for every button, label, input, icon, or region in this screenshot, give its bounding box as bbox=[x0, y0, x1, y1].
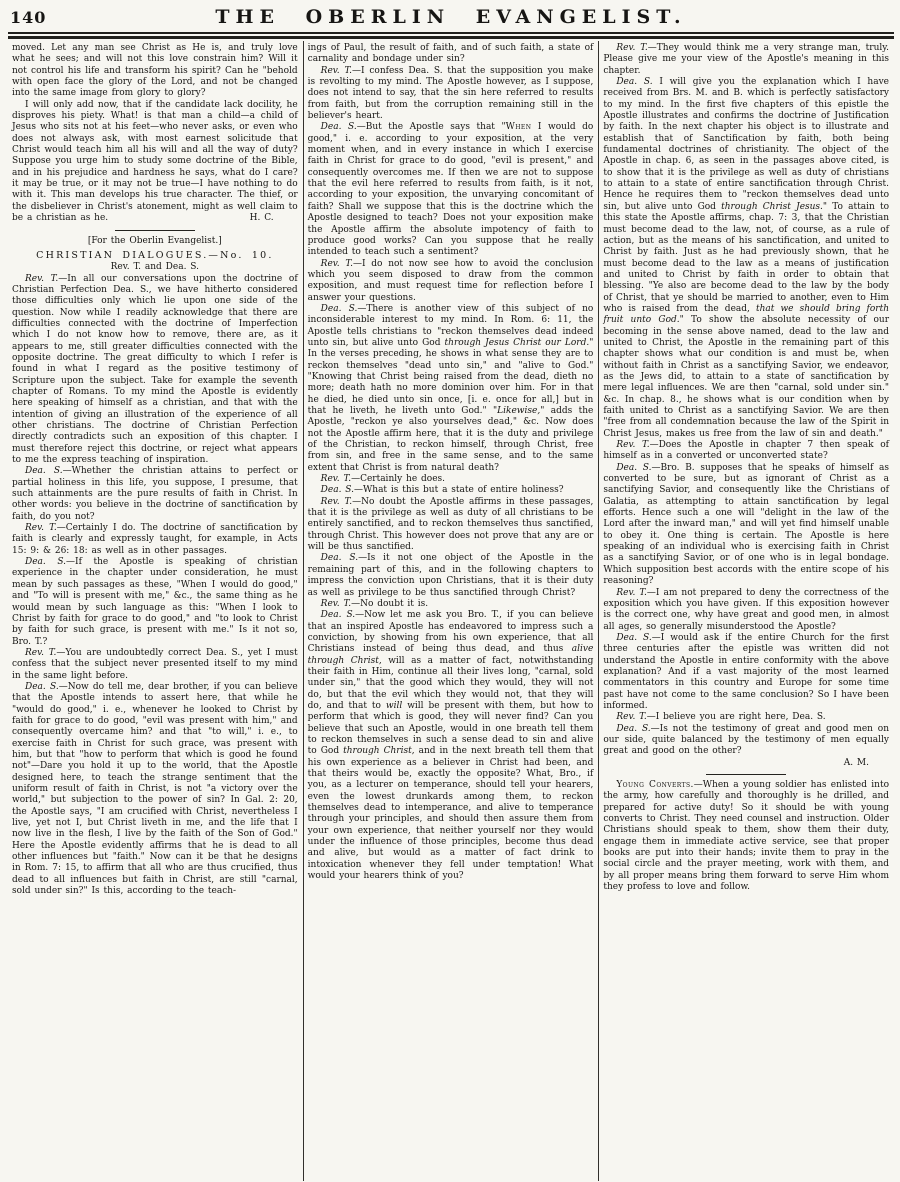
byline: Rev. T. and Dea. S. bbox=[110, 262, 200, 273]
paragraph: Dea. S.—If the Apostle is speaking of christian experience in the chapter under consideration, he must mean by such passages as these, "When I would do good," and "To will is present with me," &c., the same thing as he would mean by such language as this: "When I look to Christ by faith for grace to do good," and "to look to Christ by faith for such grace, is present with me." Is it not so, Bro. T.? bbox=[12, 557, 298, 647]
paragraph: Young Converts.—When a young soldier has enlisted into the army, how carefully and thoroughly is he drilled, and prepared for active duty! So it should be with young converts to Christ. They need counsel and instruction. Older Christians should speak to them, show them their duty, engage them in immediate active service, see that proper books are put into their hands; invite them to pray in the social circle and the prayer meeting, work with them, and by all proper means bring them forward to serve Him whom they profess to love and follow. bbox=[603, 780, 890, 893]
paragraph: Dea. S.—What is this but a state of entire holiness? bbox=[320, 485, 564, 496]
paragraph: Rev. T.—I confess Dea. S. that the supposition you make is revolting to my mind. The Apostle however, as I suppose, does not intend to say, that the sin here referred to results from faith, but from the corruption remaining still in the believer's heart. bbox=[307, 65, 594, 122]
paragraph: Rev. T.—No doubt it is. bbox=[320, 598, 429, 609]
paragraph: Rev. T.—I am not prepared to deny the correctness of the exposition which you have given. If this exposition however is the correct one, why have great and good men, in almost all ages, so generally misunderstood the Apostle? bbox=[603, 587, 890, 632]
paragraph: Dea. S. I will give you the explanation which I have received from Brs. M. and B. which is perfectly satisfactory to my mind. In the first five chapters of this epistle the Apostle illustrates and confirms the doctrine of Justification by faith. In the next chapter his object is to illustrate and establish that of Sanctification by faith, both being fundamental doctrines of christianity. The object of the Apostle in chap. 6, as seen in the passages above cited, is to show that it is the privilege as well as duty of christians to attain to a state of entire sanctification through Christ. Hence he requires them to "reckon themselves dead unto sin, but alive unto God through Christ Jesus." To attain to this state the Apostle affirms, chap. 7: 3, that the Christian must become dead to the law, not, of course, as a rule of action, but as the means of his sanctification, and united to Christ by faith. Just as he had previously shown, that he must become dead to the law as a means of justification and united to Christ by faith in order to obtain that blessing. "Ye also are become dead to the law by the body of Christ, that ye should be married to another, even to Him who is raised from the dead, that we should bring forth fruit unto God." To show the absolute necessity of our becoming in the sense above named, dead to the law and united to Christ, the Apostle in the remaining part of this chapter shows what our condition is and must be, when without faith in Christ as a sanctifying Savior, we endeavor, as the Jews did, to attain to a state of sanctification by mere legal influences. We are then "carnal, sold under sin." &c. In chap. 8., he shows what is our condition when by faith united to Christ as a sanctifying Savior. We are then "free from all condemnation because the law of the Spirit in Christ Jesus, makes us free from the law of sin and death." bbox=[603, 77, 890, 439]
paragraph: ings of Paul, the result of faith, and of such faith, a state of carnality and bondage under sin? bbox=[307, 43, 594, 65]
section-divider-rule bbox=[706, 774, 786, 775]
paragraph: Rev. T.—In all our conversations upon the doctrine of Christian Perfection Dea. S., we have hitherto considered those difficulties only which lie upon one side of the question. Now while I readily acknowledge that there are difficulties connected with the doctrine of Imperfection which I do not know how to remove, there are, as it appears to me, still greater difficulties connected with the opposite doctrine. The great difficulty to which I refer is found in what I regard as the positive testimony of Scripture upon the subject. Take for example the seventh chapter of Romans. To my mind the Apostle is evidently here speaking of himself as a christian, and that with the intention of giving an illustration of the experience of all other christians. The doctrine of Christian Perfection directly contradicts such an exposition of this chapter. I must therefore reject this doctrine, or reject what appears to me the express teaching of inspiration. bbox=[12, 273, 298, 466]
paragraph: I will only add now, that if the candidate lack docility, he disproves his piety. What! is that man a child—a child of Jesus who sits not at his feet—who never asks, or even who does not always ask, with most earnest solicitude that Christ would teach him all his will and all the way of duty? Suppose you urge him to study some doctrine of the Bible, and in his prejudice and hardness he says, what do I care? it may be true, or it may not be true—I have nothing to do with it. This man develops his true character. The thief, or the disbeliever in Christ's atonement, might as well claim to be a christian as he. bbox=[12, 99, 298, 224]
paragraph: Dea. S.—Whether the christian attains to perfect or partial holiness in this life, you suppose, I presume, that such attainments are the pure results of faith in Christ. In other words: you believe in the doctrine of sanctification by faith, do you not? bbox=[12, 466, 298, 522]
paragraph: Rev. T.—Certainly he does. bbox=[320, 474, 446, 485]
column-container bbox=[8, 41, 894, 1181]
attribution-line: [For the Oberlin Evangelist.] bbox=[87, 235, 222, 246]
column-2 bbox=[303, 41, 599, 1181]
paragraph: Rev. T.—I believe you are right here, Dea. S. bbox=[616, 712, 826, 723]
paragraph: Rev. T.—Certainly I do. The doctrine of sanctification by faith is clearly and expressly taught, for example, in Acts 15: 9: & 26: 18: as well as in other passages. bbox=[12, 523, 298, 556]
masthead-title: THE OBERLIN EVANGELIST. bbox=[215, 6, 687, 28]
paragraph: Dea. S.—I would ask if the entire Church for the first three centuries after the epistle was written did not understand the Apostle in entire conformity with the above explanation? And if a vast majority of the most learned commentators in this country and Europe for some time past have not come to the same conclusion? So I have been informed. bbox=[603, 632, 890, 711]
paragraph: Rev. T.—No doubt the Apostle affirms in these passages, that it is the privilege as well as duty of all christians to be entirely sanctified, and to reckon themselves thus sanctified, through Christ. This however does not prove that any are or will be thus sanctified. bbox=[307, 496, 594, 553]
column-3 bbox=[598, 41, 894, 1181]
header-rule-thin bbox=[8, 32, 894, 34]
paragraph: Rev. T.—You are undoubtedly correct Dea. S., yet I must confess that the subject never presented itself to my mind in the same light before. bbox=[12, 647, 298, 681]
section-divider-rule bbox=[115, 230, 195, 231]
signature: A. M. bbox=[843, 757, 870, 768]
paragraph: Dea. S.—There is another view of this subject of no inconsiderable interest to my mind. In Rom. 6: 11, the Apostle tells christians to "reckon themselves dead indeed unto sin, but alive unto God through Jesus Christ our Lord." In the verses preceding, he shows in what sense they are to reckon themselves "dead unto sin," and "alive to God." "Knowing that Christ being raised from the dead, dieth no more; death hath no more dominion over him. For in that he died, he died unto sin once, [i. e. once for all,] but in that he liveth, he liveth unto God." "Likewise," adds the Apostle, "reckon ye also yourselves dead," &c. Now does not the Apostle affirm here, that it is the duty and privilege of the Christian, to reckon himself, through Christ, free from sin, and free in the same sense, and to the same extent that Christ is from natural death? bbox=[307, 303, 594, 473]
paragraph: moved. Let any man see Christ as He is, and truly love what he sees; and will not this love constrain him? Will it not control his life and transform his spirit? Can he "behold with open face the glory of the Lord, and not be changed into the same image from glory to glory? bbox=[12, 43, 298, 99]
paragraph: Dea. S.—Is it not one object of the Apostle in the remaining part of this, and in the following chapters to impress the conviction upon Christians, that it is their duty as well as privilege to be thus sanctified through Christ? bbox=[307, 553, 594, 598]
paragraph: Dea. S.—Is not the testimony of great and good men on our side, quite balanced by the testimony of men equally great and good on the other? bbox=[603, 723, 890, 757]
article-heading: CHRISTIAN DIALOGUES.—No. 10. bbox=[36, 249, 274, 261]
page-header bbox=[8, 3, 894, 30]
paragraph: Rev. T.—Does the Apostle in chapter 7 then speak of himself as in a converted or unconverted state? bbox=[603, 440, 890, 462]
paragraph: Rev. T.—They would think me a very strange man, truly. Please give me your view of the Apostle's meaning in this chapter. bbox=[603, 43, 890, 76]
column-1 bbox=[8, 41, 303, 1181]
paragraph: Dea. S.—But the Apostle says that "When I would do good," i. e. according to your exposition, at the very moment when, and in every instance in which I exercise faith in Christ for grace to do good, "evil is present," and consequently overcomes me. If then we are not to suppose that the evil here referred to results from faith, is it not, according to your exposition, the unvarying concomitant of faith? Shall we suppose that this is the doctrine which the Apostle designed to teach? Does not your exposition make the Apostle affirm the absolute impotency of faith to produce good works? Can you suppose that he really intended to teach such a sentiment? bbox=[307, 122, 594, 258]
header-rule-thick bbox=[8, 36, 894, 39]
paragraph: Dea. S.—Now let me ask you Bro. T., if you can believe that an inspired Apostle has endeavored to impress such a conviction, by showing from his own experience, that all Christians instead of being thus dead, and thus alive through Christ, will as a matter of fact, notwithstanding their faith in Him, continue all their lives long, "carnal, sold under sin," that the good which they would, they will not do, but that the evil which they would not, that they will do, and that to will will be present with them, but how to perform that which is good, they will never find? Can you believe that such an Apostle, would in one breath tell them to reckon themselves in such a sense dead to sin and alive to God through Christ, and in the next breath tell them that his own experience as a believer in Christ had been, and that theirs would be, exactly the opposite? What, Bro., if you, as a lecturer on temperance, should tell your hearers, even the lowest drunkards among them, to reckon themselves dead to intemperance, and alive to temperance through your principles, and should then assure them from your own experience, that neither yourself nor they would under the influence of those principles, become thus dead and alive, but would as a matter of fact drink to intoxication whenever they fell under temptation! What would your hearers think of you? bbox=[307, 610, 594, 882]
paragraph: Dea. S.—Bro. B. supposes that he speaks of himself as converted to be sure, but as ignorant of Christ as a sanctifying Savior, and consequently like the Christians of Galatia, as attempting to attain sanctification by legal efforts. Hence such a one will "delight in the law of the Lord after the inward man," and will yet find himself unable to obey it. One thing is certain. The Apostle is here speaking of an individual who is exercising faith in Christ as a sanctifying Savior, or of one who is in legal bondage. Which supposition best accords with the entire scope of his reasoning? bbox=[603, 462, 890, 587]
page-number: 140 bbox=[10, 8, 47, 27]
paragraph: Rev. T.—I do not now see how to avoid the conclusion which you seem disposed to draw from the common exposition, and must request time for reflection before I answer your questions. bbox=[307, 258, 594, 303]
paragraph: Dea. S.—Now do tell me, dear brother, if you can believe that the Apostle intends to assert here, that while he "would do good," i. e., whenever he looked to Christ by faith for grace to do good, "evil was present with him," and consequently overcame him? and that "to will," i. e., to exercise faith in Christ for such grace, was present with him, but that "how to perform that which is good he found not"—Dare you hold it up to the world, that the Apostle designed here, to teach the strange sentiment that the uniform result of faith in Christ, is not "a victory over the world," but subjection to the power of sin? In Gal. 2: 20, the Apostle says, "I am crucified with Christ, nevertheless I live, yet not I, but Christ liveth in me, and the life that I now live in the flesh, I live by the faith of the Son of God." Here the Apostle evidently affirms that he is dead to all other influences but "faith." Now can it be that he designs in Rom. 7: 15, to affirm that all who are thus crucified, thus dead to all influences but faith in Christ, are still "carnal, sold under sin?" Is this, according to the teach- bbox=[12, 681, 298, 897]
signature: H. C. bbox=[249, 213, 274, 224]
